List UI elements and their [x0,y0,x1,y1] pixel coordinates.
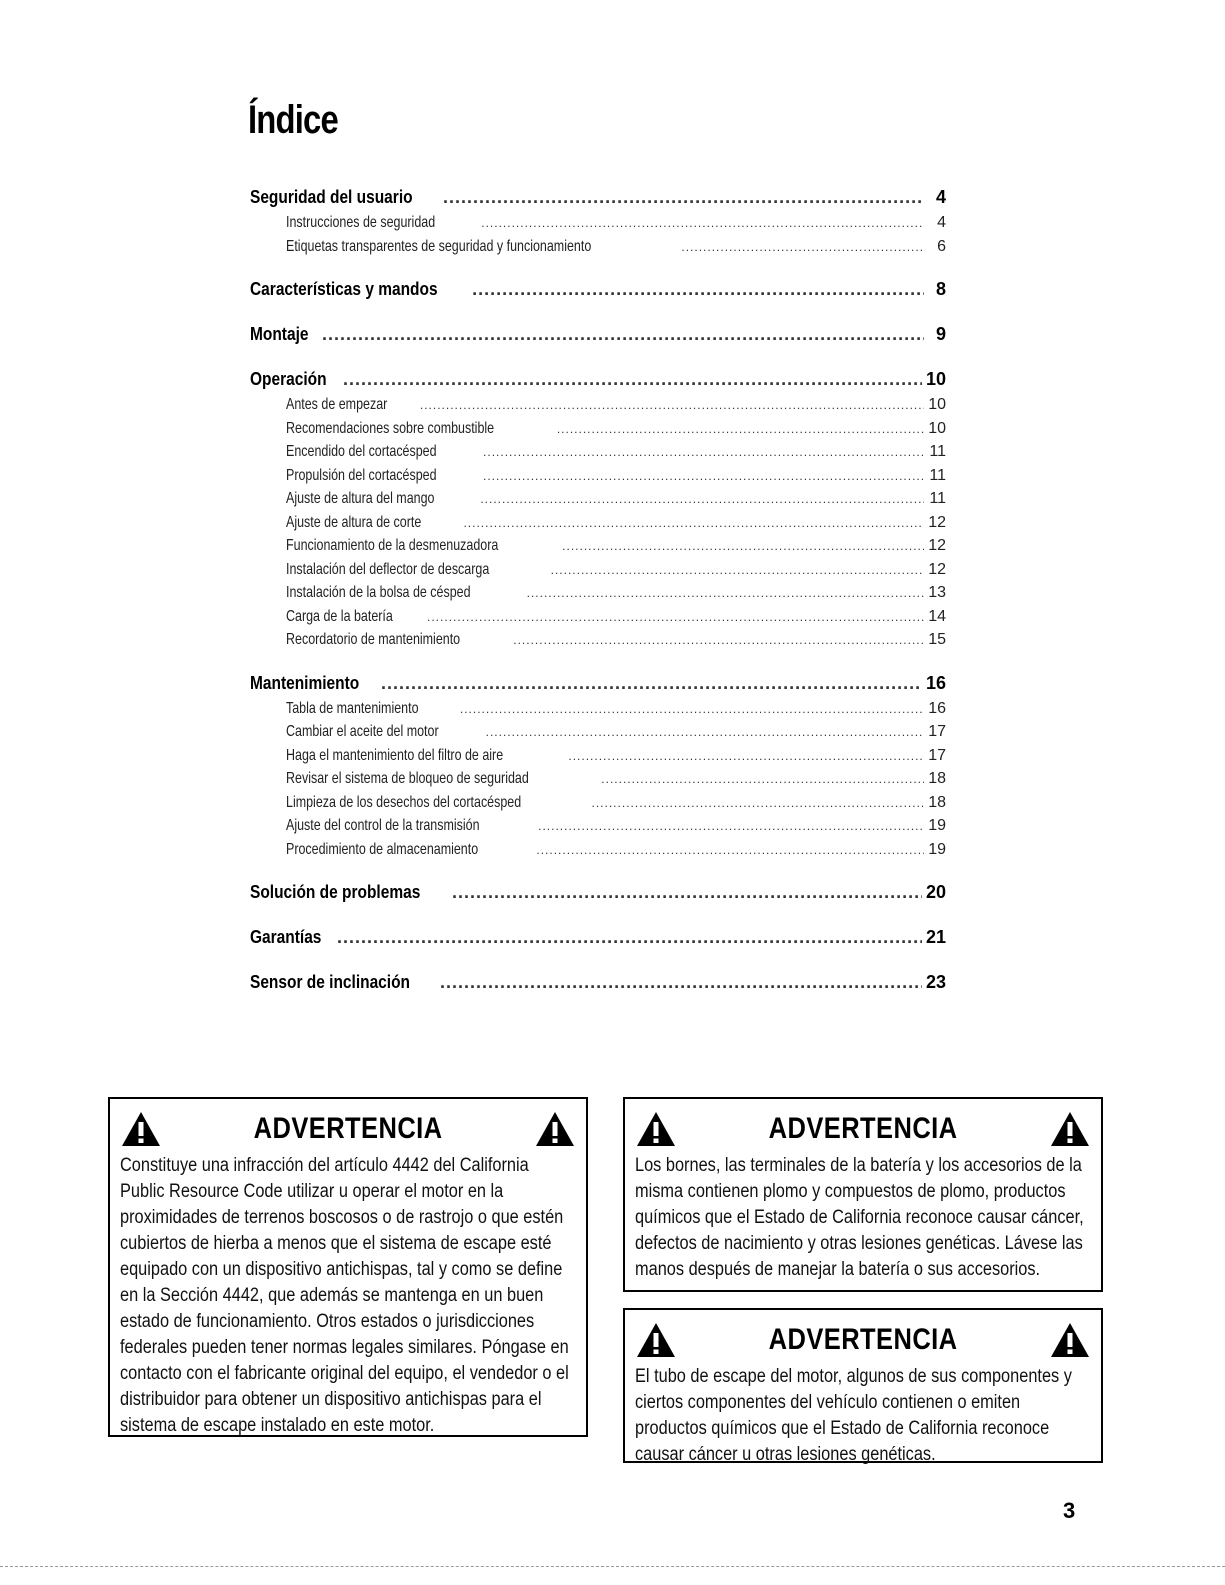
toc-section [250,184,946,258]
toc-entry[interactable] [250,321,946,348]
leader-dots [420,393,924,417]
toc-entry[interactable] [250,184,946,211]
leader-dots [562,534,924,558]
toc-entry[interactable] [250,366,946,393]
warning-title: ADVERTENCIA [768,1112,958,1145]
toc-subentry-label: Etiquetas transparentes de seguridad y funcionamiento [286,237,592,255]
toc-subentry-page: 15 [928,631,946,648]
leader-dots [557,417,924,441]
toc-subentry-page: 16 [928,699,946,717]
warning-text: El tubo de escape del motor, algunos de sus componentes y ciertos componentes del vehículo contienen o emiten productos químicos que el Estado de California reconoce causar cáncer u otras lesiones genéticas. [635,1366,1072,1465]
leader-dots [513,628,924,652]
leader-dots [343,366,922,393]
toc-entry-label: Operación [250,369,327,389]
leader-dots [460,697,924,721]
toc-entry-page: 9 [935,324,946,344]
toc-subentry[interactable] [250,464,946,488]
warning-title: ADVERTENCIA [253,1112,443,1145]
leader-dots [480,487,924,511]
toc-section [250,924,946,951]
toc-subentry-page: 19 [928,840,946,858]
toc-subentry-label: Instalación del deflector de descarga [286,560,490,578]
toc-entry-page: 16 [925,672,946,693]
toc-subentry-label: Cambiar el aceite del motor [286,723,439,740]
toc-section [250,969,946,996]
toc-subentry-page: 13 [928,584,946,601]
toc-subentry-label: Haga el mantenimiento del filtro de aire [286,746,504,764]
toc-subentry[interactable] [250,697,946,721]
toc-subentry-label: Antes de empezar [286,396,388,413]
toc-subentry-label: Encendido del cortacésped [286,443,437,460]
leader-dots [472,276,924,303]
toc-subentry-label: Limpieza de los desechos del cortacésped [286,793,522,811]
warning-box-battery-lead [623,1097,1103,1292]
toc-entry[interactable] [250,924,946,951]
toc-entry-label: Solución de problemas [250,882,421,902]
toc-entry-page: 20 [925,882,946,902]
toc-entry-page: 21 [925,927,946,947]
toc-subentry[interactable] [250,838,946,862]
leader-dots [601,767,924,791]
leader-dots [322,321,924,348]
toc-entry-page: 10 [925,369,946,389]
toc-subentry[interactable] [250,628,946,652]
toc-subentry-label: Ajuste del control de la transmisión [286,817,480,834]
toc-entry[interactable] [250,969,946,996]
toc-subentry-label: Propulsión del cortacésped [286,466,437,484]
leader-dots [452,879,922,906]
toc-subentry[interactable] [250,814,946,838]
toc-subentry-page: 6 [937,237,946,255]
warning-triangle-icon [120,1110,162,1148]
toc-entry[interactable] [250,670,946,697]
toc-subentry[interactable] [250,720,946,744]
leader-dots [440,969,922,996]
toc-subentry-page: 11 [929,443,946,460]
toc-subentry-label: Carga de la batería [286,607,393,625]
leader-dots [463,511,924,535]
toc-entry-label: Características y mandos [250,279,438,299]
toc-section [250,366,946,652]
leader-dots [536,838,924,862]
toc-entry-label: Garantías [250,927,322,947]
toc-entry-page: 8 [935,279,946,299]
leader-dots [381,670,922,697]
warning-text: Constituye una infracción del artículo 4442 del California Public Resource Code utilizar u operar el motor en la proximidades de terrenos boscosos o de rastrojo o que estén cubiertos de hierba a menos que el sistema de escape esté equipado con un dispositivo antichispas, tal y como se define en la Sección 4442, que además se mantenga en un buen estado de funcionamiento. Otros estados o jurisdicciones federales pueden tener normas legales similares. Póngase en contacto con el fabricante original del equipo, el vendedor o el distribuidor para obtener un dispositivo antichispas para el sistema de escape instalado en este motor. [120,1155,569,1436]
toc-section [250,276,946,303]
page-number: 3 [1063,1498,1076,1523]
warning-triangle-icon [635,1110,677,1148]
toc-subentry-label: Ajuste de altura de corte [286,513,422,531]
leader-dots [551,558,924,582]
toc-subentry[interactable] [250,534,946,558]
toc-entry-label: Seguridad del usuario [250,187,413,207]
page-title: Índice [248,98,338,142]
toc-subentry-label: Instalación de la bolsa de césped [286,584,471,601]
toc-entry-label: Montaje [250,324,309,344]
bottom-rule [0,1566,1225,1567]
toc-subentry-page: 17 [928,746,946,764]
toc-subentry[interactable] [250,558,946,582]
warning-triangle-icon [1049,1321,1091,1359]
toc-subentry[interactable] [250,791,946,815]
toc-subentry-label: Procedimiento de almacenamiento [286,840,479,858]
toc-entry-label: Mantenimiento [250,672,360,693]
toc-subentry-page: 17 [928,723,946,740]
toc-entry-label: Sensor de inclinación [250,972,411,992]
toc-entry[interactable] [250,276,946,303]
leader-dots [483,440,924,464]
warning-header [120,1107,576,1151]
toc-subentry[interactable] [250,511,946,535]
warning-box-spark-arrester [108,1097,588,1437]
warning-triangle-icon [534,1110,576,1148]
leader-dots [486,720,924,744]
toc-subentry-label: Funcionamiento de la desmenuzadora [286,537,499,554]
toc-subentry[interactable] [250,393,946,417]
toc-section [250,321,946,348]
toc-subentry[interactable] [250,767,946,791]
toc-subentry-page: 11 [929,466,946,484]
table-of-contents [250,184,946,1014]
toc-subentry-page: 10 [928,419,946,437]
toc-subentry[interactable] [250,211,946,235]
toc-subentry-label: Tabla de mantenimiento [286,699,419,717]
toc-subentry-page: 11 [929,490,946,507]
toc-entry-page: 23 [925,972,946,992]
warning-triangle-icon [1049,1110,1091,1148]
warning-text: Los bornes, las terminales de la batería y los accesorios de la misma contienen plomo y compuestos de plomo, productos químicos que el Estado de California reconoce causar cáncer, defectos de nacimiento y otras lesiones genéticas. Lávese las manos después de manejar la batería o sus accesorios. [635,1155,1084,1280]
warning-header [635,1107,1091,1151]
leader-dots [538,814,924,838]
toc-entry[interactable] [250,879,946,906]
toc-subentry[interactable] [250,605,946,629]
toc-subentry-page: 12 [928,537,946,554]
warning-header [635,1318,1091,1362]
toc-subentry[interactable] [250,744,946,768]
toc-section [250,879,946,906]
leader-dots [592,791,924,815]
toc-subentry-label: Ajuste de altura del mango [286,490,435,507]
leader-dots [427,605,924,629]
toc-subentry-label: Instrucciones de seguridad [286,214,436,231]
toc-subentry-page: 12 [928,513,946,531]
warning-box-engine-exhaust [623,1308,1103,1463]
toc-subentry-label: Recomendaciones sobre combustible [286,419,495,437]
toc-subentry-page: 4 [937,214,946,231]
leader-dots [681,235,924,259]
toc-subentry-page: 18 [928,770,946,787]
leader-dots [481,211,924,235]
toc-subentry-page: 12 [928,560,946,578]
warning-triangle-icon [635,1321,677,1359]
toc-subentry-page: 19 [928,817,946,834]
leader-dots [527,581,924,605]
toc-subentry-label: Recordatorio de mantenimiento [286,631,461,648]
toc-subentry[interactable] [250,487,946,511]
leader-dots [568,744,924,768]
leader-dots [337,924,922,951]
toc-subentry[interactable] [250,581,946,605]
toc-subentry[interactable] [250,235,946,259]
toc-subentry-page: 14 [928,607,946,625]
toc-subentry[interactable] [250,417,946,441]
toc-subentry-label: Revisar el sistema de bloqueo de seguridad [286,770,529,787]
toc-section [250,670,946,862]
warning-title: ADVERTENCIA [768,1323,958,1356]
leader-dots [483,464,924,488]
leader-dots [443,184,924,211]
toc-subentry[interactable] [250,440,946,464]
toc-subentry-page: 18 [928,793,946,811]
toc-subentry-page: 10 [928,396,946,413]
toc-entry-page: 4 [935,187,946,207]
